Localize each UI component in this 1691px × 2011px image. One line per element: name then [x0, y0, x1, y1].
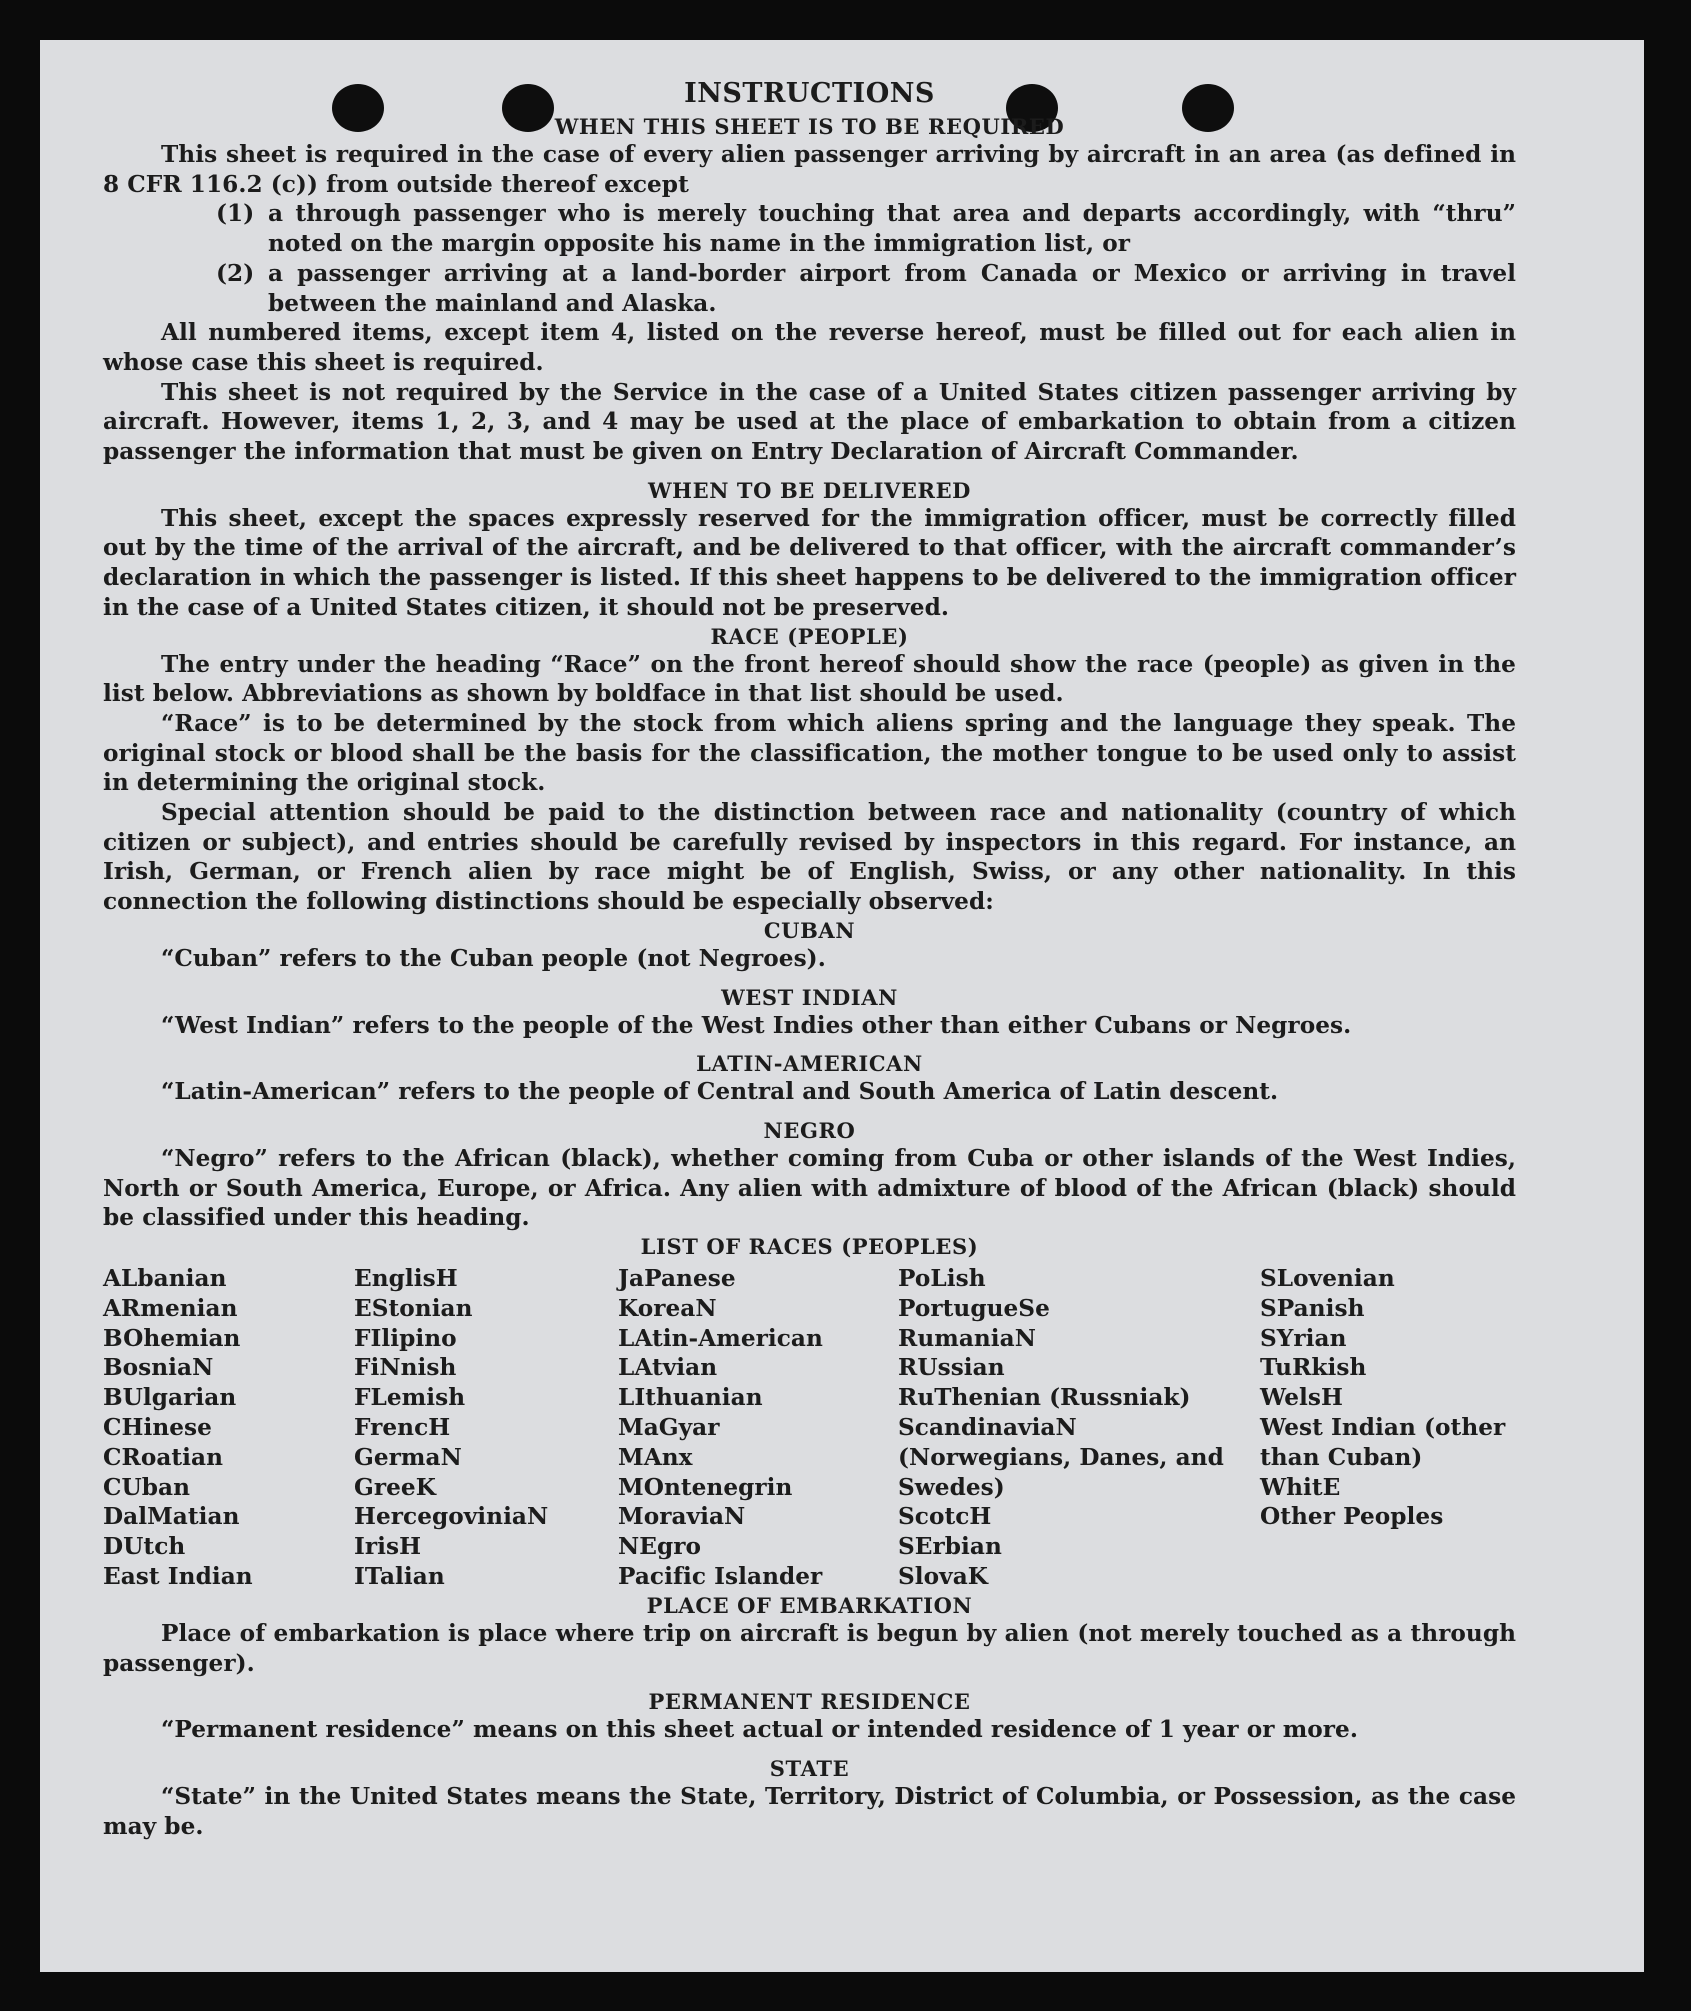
race-entry: SErbian — [898, 1533, 1002, 1561]
races-list — [103, 1264, 1516, 1592]
race-entry: Pacific Islander — [618, 1563, 823, 1591]
heading-state: STATE — [769, 1755, 850, 1781]
paragraph: This sheet is not required by the Service in the case of a United States citizen passenger arriving by aircraft. However, items 1, 2, 3, and 4 may be used at the place of embarkation to obtain from a citizen passenger the information that must be given on Entry Declaration of Aircraft Commander. — [103, 378, 1516, 466]
races-column — [354, 1264, 618, 1592]
race-entry: HercegoviniaN — [354, 1503, 549, 1531]
race-entry: PoLish — [898, 1265, 986, 1293]
paragraph: “Latin-American” refers to the people of Central and South America of Latin descent. — [161, 1078, 1279, 1106]
race-entry: LIthuanian — [618, 1384, 763, 1412]
race-entry: FLemish — [354, 1384, 466, 1412]
race-entry: SYrian — [1260, 1324, 1347, 1352]
race-entry: ScotcH — [898, 1503, 992, 1531]
heading-delivered: WHEN TO BE DELIVERED — [647, 477, 971, 503]
race-entry: East Indian — [103, 1563, 253, 1591]
list-item — [103, 199, 1516, 258]
race-entry: MaGyar — [618, 1414, 720, 1442]
race-entry: LAtvian — [618, 1354, 718, 1382]
race-entry: SPanish — [1260, 1294, 1365, 1322]
race-entry: MOntenegrin — [618, 1473, 793, 1501]
race-entry: West Indian (other than Cuban) — [1260, 1414, 1506, 1471]
race-entry: TuRkish — [1260, 1354, 1367, 1382]
paragraph: “Cuban” refers to the Cuban people (not Negroes). — [161, 944, 826, 972]
race-entry: NEgro — [618, 1533, 702, 1561]
race-entry: BOhemian — [103, 1324, 241, 1352]
race-entry: CRoatian — [103, 1443, 224, 1471]
race-entry: JaPanese — [618, 1265, 736, 1293]
races-column — [103, 1264, 354, 1592]
races-column — [618, 1264, 898, 1592]
race-entry: WelsH — [1260, 1384, 1343, 1412]
race-entry: CHinese — [103, 1414, 212, 1442]
paragraph: “Race” is to be determined by the stock from which aliens spring and the language they speak. The original stock or blood shall be the basis for the classification, the mother tongue to be used only to assist in determining the original stock. — [103, 709, 1516, 797]
race-entry: KoreaN — [618, 1294, 717, 1322]
race-entry: FiNnish — [354, 1354, 457, 1382]
instructions-content — [103, 75, 1516, 1841]
race-entry: ScandinaviaN (Norwegians, Danes, and Swedes) — [898, 1414, 1224, 1501]
paragraph: This sheet is required in the case of every alien passenger arriving by aircraft in an area (as defined in 8 CFR 116.2 (c)) from outside thereof except — [103, 141, 1516, 198]
race-entry: DUtch — [103, 1533, 186, 1561]
paragraph: This sheet, except the spaces expressly reserved for the immigration officer, must be correctly filled out by the time of the arrival of the aircraft, and be delivered to that officer, with the aircraft commander’s declaration in which the passenger is listed. If this sheet happens to be delivered to the immigration officer in the case of a United States citizen, it should not be preserved. — [103, 504, 1516, 621]
race-entry: FIlipino — [354, 1324, 457, 1352]
paragraph: All numbered items, except item 4, listed on the reverse hereof, must be filled out for each alien in whose case this sheet is required. — [103, 319, 1516, 376]
heading-embarkation: PLACE OF EMBARKATION — [646, 1592, 973, 1618]
heading-west-indian: WEST INDIAN — [721, 984, 898, 1010]
paragraph: “Permanent residence” means on this sheet actual or intended residence of 1 year or more. — [161, 1716, 1358, 1744]
heading-race: RACE (PEOPLE) — [710, 623, 909, 649]
race-entry: EnglisH — [354, 1265, 458, 1293]
race-entry: PortugueSe — [898, 1294, 1050, 1322]
heading-residence: PERMANENT RESIDENCE — [648, 1689, 971, 1715]
race-entry: MAnx — [618, 1443, 693, 1471]
item-text: a through passenger who is merely touching that area and departs accordingly, with “thru” noted on the margin opposite his name in the immigration list, or — [268, 200, 1516, 258]
race-entry: RumaniaN — [898, 1324, 1036, 1352]
race-entry: BUlgarian — [103, 1384, 237, 1412]
race-entry: ARmenian — [103, 1294, 238, 1322]
race-entry: GermaN — [354, 1443, 462, 1471]
race-entry: GreeK — [354, 1473, 436, 1501]
race-entry: ITalian — [354, 1563, 445, 1591]
item-number: (2) — [216, 259, 255, 287]
race-entry: EStonian — [354, 1294, 473, 1322]
heading-latin-american: LATIN-AMERICAN — [696, 1051, 923, 1077]
race-entry: LAtin-American — [618, 1324, 823, 1352]
race-entry: CUban — [103, 1473, 191, 1501]
heading-required: WHEN THIS SHEET IS TO BE REQUIRED — [554, 114, 1065, 139]
heading-list-of-races: LIST OF RACES (PEOPLES) — [640, 1234, 979, 1260]
heading-cuban: CUBAN — [763, 917, 856, 943]
race-entry: RUssian — [898, 1354, 1005, 1382]
item-number: (1) — [216, 200, 255, 228]
race-entry: ALbanian — [103, 1265, 227, 1293]
races-column — [1260, 1264, 1516, 1592]
page-title: INSTRUCTIONS — [684, 78, 935, 109]
race-entry: MoraviaN — [618, 1503, 746, 1531]
race-entry: RuThenian (Russniak) — [898, 1384, 1191, 1412]
list-item — [103, 259, 1516, 318]
race-entry: SLovenian — [1260, 1265, 1395, 1293]
paragraph: “West Indian” refers to the people of the West Indies other than either Cubans or Negroes. — [161, 1011, 1352, 1039]
race-entry: WhitE — [1260, 1473, 1341, 1501]
race-entry: IrisH — [354, 1533, 422, 1561]
race-entry: Other Peoples — [1260, 1503, 1444, 1531]
item-text: a passenger arriving at a land-border airport from Canada or Mexico or arriving in travel between the mainland and Alaska. — [268, 259, 1516, 317]
heading-negro: NEGRO — [763, 1117, 856, 1143]
paragraph: Special attention should be paid to the distinction between race and nationality (country of which citizen or subject), and entries should be carefully revised by inspectors in this regard. For instance, an Irish, German, or French alien by race might be of English, Swiss, or any other nationality. In this connection the following distinctions should be especially observed: — [103, 799, 1516, 916]
race-entry: BosniaN — [103, 1354, 214, 1382]
paragraph: “State” in the United States means the State, Territory, District of Columbia, or Possession, as the case may be. — [103, 1782, 1516, 1840]
paragraph: Place of embarkation is place where trip on aircraft is begun by alien (not merely touched as a through passenger). — [103, 1619, 1516, 1677]
race-entry: SlovaK — [898, 1563, 988, 1591]
races-column — [898, 1264, 1260, 1592]
race-entry: FrencH — [354, 1414, 451, 1442]
paragraph: “Negro” refers to the African (black), whether coming from Cuba or other islands of the West Indies, North or South America, Europe, or Africa. Any alien with admixture of blood of the African (black) should be classified under this heading. — [103, 1144, 1516, 1232]
race-entry: DalMatian — [103, 1503, 240, 1531]
paragraph: The entry under the heading “Race” on the front hereof should show the race (people) as given in the list below. Abbreviations as shown by boldface in that list should be used. — [103, 650, 1516, 708]
